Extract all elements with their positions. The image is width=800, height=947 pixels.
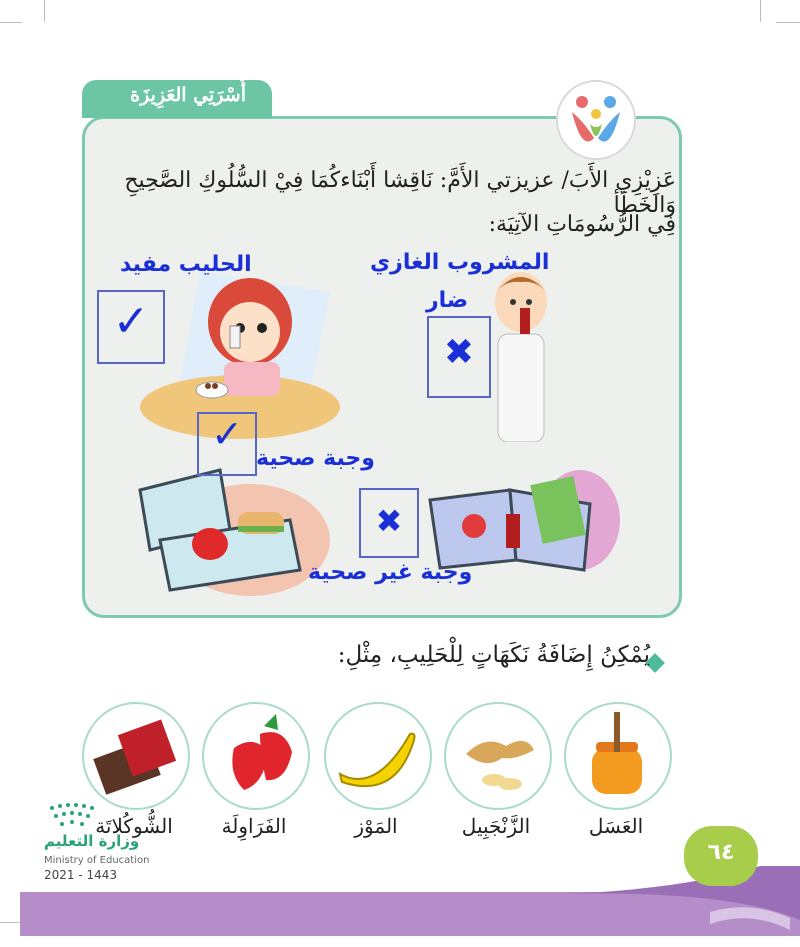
- soda-annotation: المشروب الغازي: [370, 250, 550, 275]
- ginger-icon: [444, 702, 552, 810]
- milk-annotation: الحليب مفيد: [120, 252, 252, 277]
- flavor-label-chocolate: الشُّوكُلاتَة: [95, 814, 173, 838]
- crop-mark: [0, 22, 22, 23]
- flavor-label-banana: المَوْز: [354, 814, 398, 838]
- check-mark-icon: ✓: [112, 296, 150, 347]
- flavor-label-ginger: الزَّنْجَبِيل: [461, 814, 531, 838]
- cross-mark-icon: ✖: [443, 332, 475, 373]
- crop-mark: [776, 22, 800, 23]
- crop-mark: [44, 0, 45, 22]
- family-logo-icon: [556, 80, 636, 160]
- soda-harmful-annotation: ضار: [426, 288, 469, 313]
- crop-mark: [0, 922, 22, 923]
- ministry-name-en: Ministry of Education: [44, 855, 150, 866]
- honey-icon: [564, 702, 672, 810]
- section-title: أُسْرَتِي العَزِيزَة: [130, 84, 246, 106]
- unhealthy-meal-annotation: وجبة غير صحية: [308, 560, 473, 585]
- page-number-badge: [684, 826, 758, 886]
- edition-year: 2021 - 1443: [44, 868, 118, 882]
- flavor-label-honey: العَسَل: [588, 814, 644, 838]
- cross-mark-icon: ✖: [375, 502, 403, 540]
- ministry-name-ar: وزارة التعليم: [44, 832, 140, 850]
- flavors-intro: يُمْكِنُ إِضَافَةُ نَكَهَاتٍ لِلْحَلِيبِ، مِثْلِ:: [337, 642, 650, 668]
- page-number: ٦٤: [707, 840, 735, 865]
- instruction-line-1: عَزِيْزِي الأَبَ/ عزيزتي الأَمَّ: نَاقِشا أَبْنَاءكُمَا فِيْ السُّلُوكِ الصَّحِيحِ وَالخَطَأ: [124, 168, 676, 218]
- check-mark-icon: ✓: [211, 412, 243, 456]
- ministry-emblem-icon: [44, 802, 100, 828]
- crop-mark: [760, 0, 761, 22]
- strawberry-icon: [202, 702, 310, 810]
- healthy-meal-annotation: وجبة صحية: [256, 446, 375, 471]
- ministry-logo: [44, 802, 164, 886]
- banana-icon: [324, 702, 432, 810]
- chocolate-icon: [82, 702, 190, 810]
- instruction-line-2: فِي الرُّسُومَاتِ الآتِيَة:: [488, 212, 676, 237]
- healthy-lunchbox-illustration: [120, 460, 330, 600]
- page-curl-decoration: [560, 860, 800, 940]
- section-tab: [82, 80, 272, 118]
- flavor-label-strawberry: الفَرَاوِلَة: [221, 814, 287, 838]
